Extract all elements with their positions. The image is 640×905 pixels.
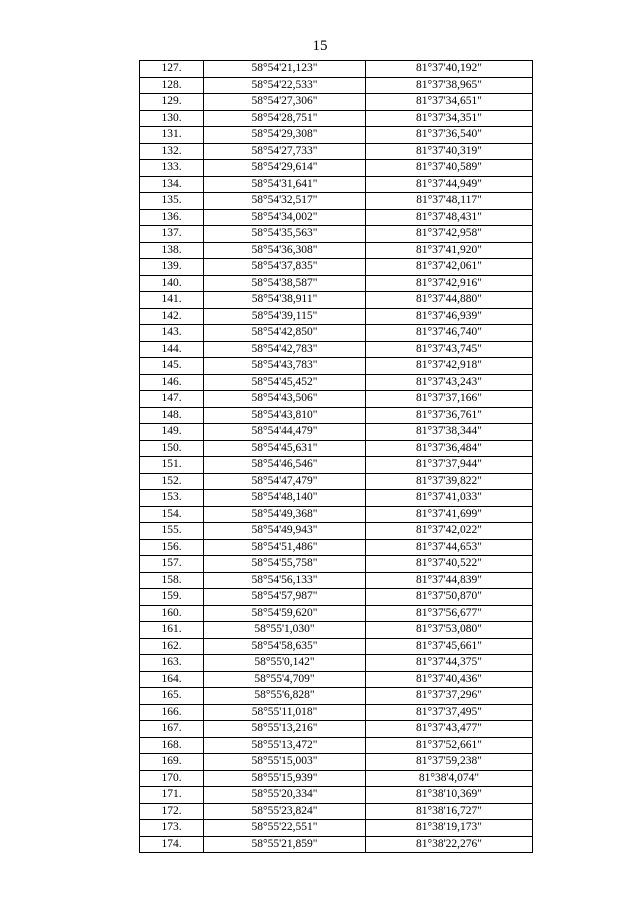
table-row	[140, 341, 533, 358]
longitude-cell: 81°37'34,651"	[366, 94, 533, 111]
longitude-cell: 81°37'56,677"	[366, 605, 533, 622]
latitude-cell: 58°55'4,709"	[204, 671, 366, 688]
longitude-cell: 81°37'44,653"	[366, 539, 533, 556]
longitude-cell: 81°37'53,080"	[366, 622, 533, 639]
longitude-cell: 81°38'19,173"	[366, 820, 533, 837]
table-row	[140, 209, 533, 226]
table-row	[140, 490, 533, 507]
longitude-cell: 81°37'41,699"	[366, 506, 533, 523]
latitude-cell: 58°54'51,486"	[204, 539, 366, 556]
point-number-cell: 132.	[140, 143, 204, 160]
latitude-cell: 58°55'13,472"	[204, 737, 366, 754]
latitude-cell: 58°54'43,506"	[204, 391, 366, 408]
table-row	[140, 292, 533, 309]
point-number-cell: 158.	[140, 572, 204, 589]
longitude-cell: 81°37'46,939"	[366, 308, 533, 325]
point-number-cell: 136.	[140, 209, 204, 226]
table-row	[140, 737, 533, 754]
point-number-cell: 167.	[140, 721, 204, 738]
latitude-cell: 58°54'36,308"	[204, 242, 366, 259]
table-row	[140, 457, 533, 474]
table-row	[140, 308, 533, 325]
latitude-cell: 58°55'22,551"	[204, 820, 366, 837]
coordinates-table	[139, 60, 533, 853]
longitude-cell: 81°37'42,916"	[366, 275, 533, 292]
latitude-cell: 58°54'35,563"	[204, 226, 366, 243]
point-number-cell: 157.	[140, 556, 204, 573]
point-number-cell: 142.	[140, 308, 204, 325]
table-row	[140, 127, 533, 144]
longitude-cell: 81°37'36,761"	[366, 407, 533, 424]
latitude-cell: 58°54'28,751"	[204, 110, 366, 127]
longitude-cell: 81°37'34,351"	[366, 110, 533, 127]
longitude-cell: 81°37'38,965"	[366, 77, 533, 94]
latitude-cell: 58°55'20,334"	[204, 787, 366, 804]
point-number-cell: 127.	[140, 61, 204, 78]
point-number-cell: 166.	[140, 704, 204, 721]
table-row	[140, 688, 533, 705]
point-number-cell: 133.	[140, 160, 204, 177]
point-number-cell: 137.	[140, 226, 204, 243]
table-row	[140, 770, 533, 787]
longitude-cell: 81°37'44,949"	[366, 176, 533, 193]
latitude-cell: 58°54'49,368"	[204, 506, 366, 523]
table-row	[140, 787, 533, 804]
latitude-cell: 58°54'38,911"	[204, 292, 366, 309]
table-row	[140, 539, 533, 556]
point-number-cell: 150.	[140, 440, 204, 457]
longitude-cell: 81°37'37,944"	[366, 457, 533, 474]
point-number-cell: 141.	[140, 292, 204, 309]
longitude-cell: 81°37'44,375"	[366, 655, 533, 672]
point-number-cell: 153.	[140, 490, 204, 507]
table-row	[140, 589, 533, 606]
point-number-cell: 161.	[140, 622, 204, 639]
point-number-cell: 170.	[140, 770, 204, 787]
longitude-cell: 81°37'48,117"	[366, 193, 533, 210]
table-row	[140, 836, 533, 853]
longitude-cell: 81°37'44,880"	[366, 292, 533, 309]
table-row	[140, 259, 533, 276]
table-row	[140, 523, 533, 540]
table-row	[140, 242, 533, 259]
longitude-cell: 81°37'37,296"	[366, 688, 533, 705]
latitude-cell: 58°54'29,308"	[204, 127, 366, 144]
latitude-cell: 58°54'55,758"	[204, 556, 366, 573]
table-row	[140, 160, 533, 177]
table-row	[140, 556, 533, 573]
table-row	[140, 94, 533, 111]
latitude-cell: 58°55'21,859"	[204, 836, 366, 853]
point-number-cell: 134.	[140, 176, 204, 193]
latitude-cell: 58°55'1,030"	[204, 622, 366, 639]
table-row	[140, 275, 533, 292]
table-row	[140, 77, 533, 94]
latitude-cell: 58°54'42,783"	[204, 341, 366, 358]
longitude-cell: 81°37'42,958"	[366, 226, 533, 243]
point-number-cell: 131.	[140, 127, 204, 144]
point-number-cell: 171.	[140, 787, 204, 804]
latitude-cell: 58°54'57,987"	[204, 589, 366, 606]
table-row	[140, 325, 533, 342]
latitude-cell: 58°54'27,733"	[204, 143, 366, 160]
table-row	[140, 391, 533, 408]
longitude-cell: 81°37'43,477"	[366, 721, 533, 738]
longitude-cell: 81°37'59,238"	[366, 754, 533, 771]
table-row	[140, 638, 533, 655]
latitude-cell: 58°54'42,850"	[204, 325, 366, 342]
longitude-cell: 81°37'52,661"	[366, 737, 533, 754]
table-row	[140, 440, 533, 457]
longitude-cell: 81°37'41,033"	[366, 490, 533, 507]
latitude-cell: 58°54'58,635"	[204, 638, 366, 655]
latitude-cell: 58°54'39,115"	[204, 308, 366, 325]
point-number-cell: 163.	[140, 655, 204, 672]
longitude-cell: 81°38'16,727"	[366, 803, 533, 820]
latitude-cell: 58°55'15,939"	[204, 770, 366, 787]
latitude-cell: 58°54'34,002"	[204, 209, 366, 226]
longitude-cell: 81°37'43,243"	[366, 374, 533, 391]
point-number-cell: 164.	[140, 671, 204, 688]
table-row	[140, 820, 533, 837]
point-number-cell: 156.	[140, 539, 204, 556]
longitude-cell: 81°37'48,431"	[366, 209, 533, 226]
longitude-cell: 81°38'22,276"	[366, 836, 533, 853]
latitude-cell: 58°54'31,641"	[204, 176, 366, 193]
longitude-cell: 81°37'40,436"	[366, 671, 533, 688]
point-number-cell: 129.	[140, 94, 204, 111]
table-row	[140, 803, 533, 820]
longitude-cell: 81°37'46,740"	[366, 325, 533, 342]
point-number-cell: 155.	[140, 523, 204, 540]
longitude-cell: 81°37'44,839"	[366, 572, 533, 589]
longitude-cell: 81°37'37,495"	[366, 704, 533, 721]
latitude-cell: 58°54'37,835"	[204, 259, 366, 276]
point-number-cell: 144.	[140, 341, 204, 358]
table-row	[140, 176, 533, 193]
coordinates-table-body	[140, 61, 533, 853]
latitude-cell: 58°54'45,631"	[204, 440, 366, 457]
table-row	[140, 754, 533, 771]
latitude-cell: 58°54'46,546"	[204, 457, 366, 474]
table-row	[140, 655, 533, 672]
latitude-cell: 58°55'6,828"	[204, 688, 366, 705]
table-row	[140, 61, 533, 78]
longitude-cell: 81°38'10,369"	[366, 787, 533, 804]
table-row	[140, 572, 533, 589]
point-number-cell: 174.	[140, 836, 204, 853]
table-row	[140, 110, 533, 127]
longitude-cell: 81°37'42,022"	[366, 523, 533, 540]
point-number-cell: 130.	[140, 110, 204, 127]
longitude-cell: 81°37'40,192"	[366, 61, 533, 78]
longitude-cell: 81°37'43,745"	[366, 341, 533, 358]
table-row	[140, 721, 533, 738]
point-number-cell: 149.	[140, 424, 204, 441]
longitude-cell: 81°37'42,061"	[366, 259, 533, 276]
longitude-cell: 81°37'40,589"	[366, 160, 533, 177]
latitude-cell: 58°54'27,306"	[204, 94, 366, 111]
table-row	[140, 374, 533, 391]
point-number-cell: 168.	[140, 737, 204, 754]
longitude-cell: 81°38'4,074"	[366, 770, 533, 787]
table-row	[140, 671, 533, 688]
latitude-cell: 58°54'48,140"	[204, 490, 366, 507]
latitude-cell: 58°55'11,018"	[204, 704, 366, 721]
table-row	[140, 506, 533, 523]
longitude-cell: 81°37'38,344"	[366, 424, 533, 441]
point-number-cell: 160.	[140, 605, 204, 622]
longitude-cell: 81°37'40,319"	[366, 143, 533, 160]
table-row	[140, 622, 533, 639]
longitude-cell: 81°37'41,920"	[366, 242, 533, 259]
latitude-cell: 58°55'15,003"	[204, 754, 366, 771]
longitude-cell: 81°37'40,522"	[366, 556, 533, 573]
longitude-cell: 81°37'39,822"	[366, 473, 533, 490]
point-number-cell: 169.	[140, 754, 204, 771]
point-number-cell: 151.	[140, 457, 204, 474]
latitude-cell: 58°54'32,517"	[204, 193, 366, 210]
latitude-cell: 58°54'22,533"	[204, 77, 366, 94]
point-number-cell: 128.	[140, 77, 204, 94]
longitude-cell: 81°37'42,918"	[366, 358, 533, 375]
point-number-cell: 138.	[140, 242, 204, 259]
point-number-cell: 152.	[140, 473, 204, 490]
point-number-cell: 147.	[140, 391, 204, 408]
point-number-cell: 143.	[140, 325, 204, 342]
longitude-cell: 81°37'37,166"	[366, 391, 533, 408]
page-number: 15	[312, 38, 328, 54]
latitude-cell: 58°54'47,479"	[204, 473, 366, 490]
latitude-cell: 58°54'45,452"	[204, 374, 366, 391]
latitude-cell: 58°54'21,123"	[204, 61, 366, 78]
table-row	[140, 226, 533, 243]
latitude-cell: 58°54'43,810"	[204, 407, 366, 424]
table-row	[140, 424, 533, 441]
table-row	[140, 407, 533, 424]
point-number-cell: 146.	[140, 374, 204, 391]
latitude-cell: 58°54'43,783"	[204, 358, 366, 375]
point-number-cell: 162.	[140, 638, 204, 655]
longitude-cell: 81°37'36,484"	[366, 440, 533, 457]
point-number-cell: 145.	[140, 358, 204, 375]
latitude-cell: 58°55'13,216"	[204, 721, 366, 738]
latitude-cell: 58°54'44,479"	[204, 424, 366, 441]
longitude-cell: 81°37'50,870"	[366, 589, 533, 606]
latitude-cell: 58°54'49,943"	[204, 523, 366, 540]
latitude-cell: 58°54'56,133"	[204, 572, 366, 589]
longitude-cell: 81°37'36,540"	[366, 127, 533, 144]
point-number-cell: 154.	[140, 506, 204, 523]
latitude-cell: 58°54'59,620"	[204, 605, 366, 622]
latitude-cell: 58°54'38,587"	[204, 275, 366, 292]
table-row	[140, 605, 533, 622]
point-number-cell: 173.	[140, 820, 204, 837]
point-number-cell: 172.	[140, 803, 204, 820]
table-row	[140, 704, 533, 721]
table-row	[140, 143, 533, 160]
table-row	[140, 193, 533, 210]
table-row	[140, 473, 533, 490]
point-number-cell: 165.	[140, 688, 204, 705]
latitude-cell: 58°54'29,614"	[204, 160, 366, 177]
point-number-cell: 139.	[140, 259, 204, 276]
point-number-cell: 148.	[140, 407, 204, 424]
latitude-cell: 58°55'0,142"	[204, 655, 366, 672]
latitude-cell: 58°55'23,824"	[204, 803, 366, 820]
table-row	[140, 358, 533, 375]
point-number-cell: 159.	[140, 589, 204, 606]
point-number-cell: 140.	[140, 275, 204, 292]
longitude-cell: 81°37'45,661"	[366, 638, 533, 655]
point-number-cell: 135.	[140, 193, 204, 210]
